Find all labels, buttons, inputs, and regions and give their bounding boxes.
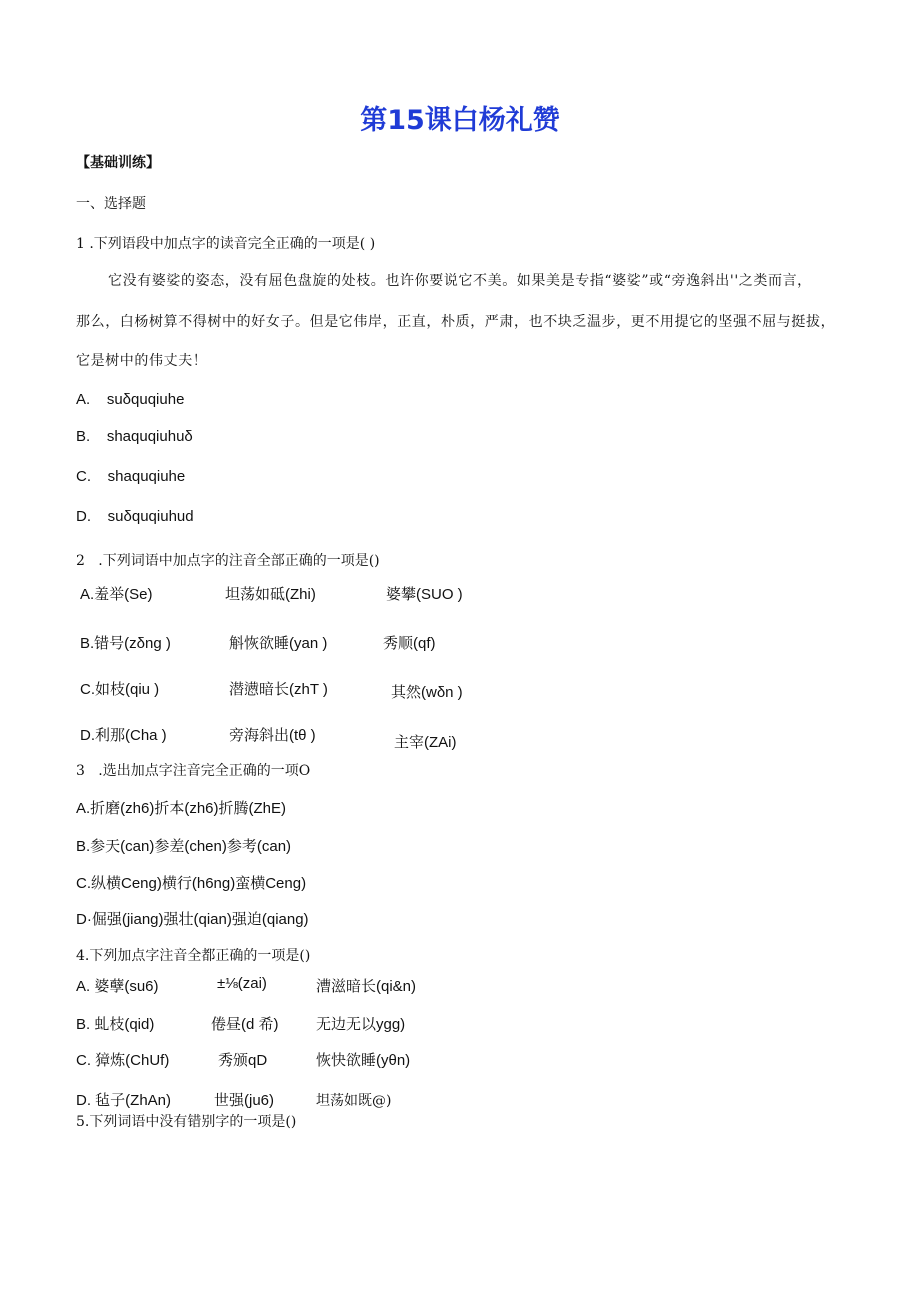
question-4-option-c-2: 秀颁qD bbox=[218, 1052, 268, 1069]
question-2-option-b-2: 斛恢欲睡(yan ) bbox=[229, 635, 328, 652]
question-1-passage-line: 它没有婆娑的姿态，没有屈色盘旋的处枝。也许你要说它不美。如果美是专指“婆娑”或“旁逸斜出''之类而言， bbox=[108, 273, 812, 289]
question-1-option-b: B. shaquqiuhuδ bbox=[76, 428, 193, 445]
question-2-option-a-1: A.羞举(Se) bbox=[80, 586, 153, 603]
question-3-option-a: A.折磨(zh6)折本(zh6)折腾(ZhE) bbox=[76, 800, 287, 817]
question-2-option-c-2: 潜懑暗长(zhT ) bbox=[229, 681, 328, 698]
question-4-option-b-3: 无边无以ygg) bbox=[316, 1016, 406, 1033]
question-2-option-b-3: 秀顺(qf) bbox=[383, 635, 436, 652]
question-2-option-d-3: 主宰(ZAi) bbox=[394, 734, 457, 751]
question-4-option-a-2: ±⅛(zai) bbox=[217, 975, 267, 992]
question-4-option-a-1: A. 婆孽(su6) bbox=[76, 978, 159, 995]
question-2-option-c-3: 其然(wδn ) bbox=[391, 684, 463, 701]
question-3-option-b: B.参天(can)参差(chen)参考(can) bbox=[76, 838, 292, 855]
question-4-option-d-1: D. 毡子(ZhAn) bbox=[76, 1092, 172, 1109]
question-1-option-c: C. shaquqiuhe bbox=[76, 468, 186, 485]
question-4-option-d-2: 世强(ju6) bbox=[214, 1092, 275, 1109]
question-2-option-d-1: D.利那(Cha ) bbox=[80, 727, 167, 744]
question-3-stem: 3 .选出加点字注音完全正确的一项O bbox=[76, 763, 311, 779]
section-heading: 【基础训练】 bbox=[76, 155, 160, 171]
question-4-option-c-3: 恢快欲睡(yθn) bbox=[316, 1052, 411, 1069]
question-4-option-b-1: B. 虬枝(qid) bbox=[76, 1016, 155, 1033]
question-1-passage-line: 那么，白杨树算不得树中的好女子。但是它伟岸，正直，朴质，严肃，也不块乏温步，更不用提它的坚强不屈与挺拔， bbox=[76, 314, 836, 330]
question-4-option-d-3: 坦荡如既@) bbox=[316, 1093, 392, 1109]
question-3-option-c: C.纵横Ceng)横行(h6ng)蛮横Ceng) bbox=[76, 875, 307, 892]
question-4-option-b-2: 倦昼(d 希) bbox=[211, 1016, 279, 1033]
question-4-stem: 4.下列加点字注音全都正确的一项是() bbox=[76, 948, 311, 964]
question-2-option-b-1: B.错号(zδng ) bbox=[80, 635, 171, 652]
question-1-stem: 1 .下列语段中加点字的读音完全正确的一项是( ) bbox=[76, 236, 376, 252]
question-1-passage-line: 它是树中的伟丈夫！ bbox=[76, 353, 208, 369]
question-2-option-a-2: 坦荡如砥(Zhi) bbox=[225, 586, 316, 603]
question-2-option-a-3: 婆攀(SUO ) bbox=[386, 586, 463, 603]
question-1-option-d: D. suδquqiuhud bbox=[76, 508, 194, 525]
page-title: 第15课白杨礼赞 bbox=[360, 105, 560, 136]
question-2-option-c-1: C.如枝(qiu ) bbox=[80, 681, 160, 698]
question-3-option-d: D·倔强(jiang)强壮(qian)强迫(qiang) bbox=[76, 911, 309, 928]
question-2-stem: 2 .下列词语中加点字的注音全部正确的一项是() bbox=[76, 553, 380, 569]
question-4-option-a-3: 漕滋暗长(qi&n) bbox=[316, 978, 417, 995]
question-2-option-d-2: 旁海斜出(tθ ) bbox=[229, 727, 316, 744]
question-5-stem: 5.下列词语中没有错别字的一项是() bbox=[76, 1114, 297, 1130]
question-1-option-a: A. suδquqiuhe bbox=[76, 391, 185, 408]
question-4-option-c-1: C. 獐炼(ChUf) bbox=[76, 1052, 170, 1069]
part-heading: 一、选择题 bbox=[76, 196, 146, 212]
